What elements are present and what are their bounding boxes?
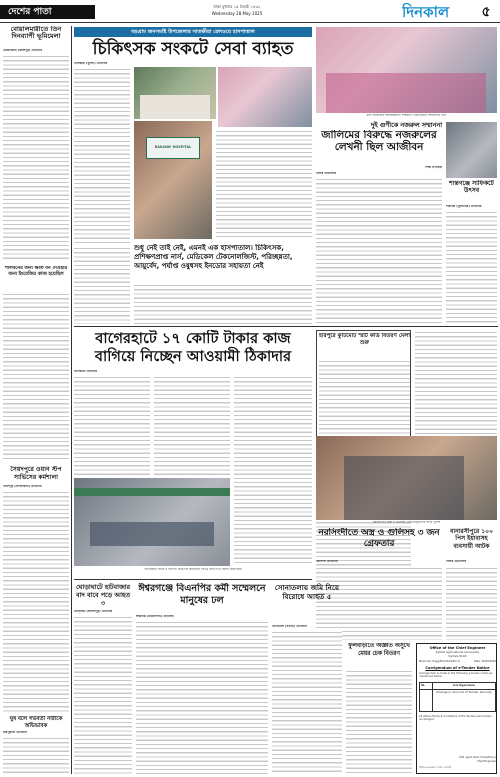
middle-body-2 [154, 375, 230, 475]
middle-box-headline: হরিপুরে কুটিমোট স্মার্ট কার্ড বিতরণ মেলা শুরু [319, 333, 410, 347]
lower-right-headline: নরসিংদীতে অস্ত্র ও গুলিসহ ৩ জন গ্রেফতার [318, 528, 440, 549]
left-story3-headline: সৈয়দপুরে ওয়ান স্টপ সার্ভিসের কর্মশালা [10, 466, 62, 481]
lead-body-bottom [74, 246, 130, 324]
middle-rule [74, 326, 498, 327]
right-top-dateline: নিজস্ব প্রতিবেদক [316, 172, 337, 175]
bottom-story2-body [136, 620, 268, 774]
section-label: দেশের পাতা [0, 5, 95, 19]
tender-notice [416, 643, 497, 774]
lead-body-bottom2 [134, 283, 312, 324]
notice-code: জিডি-৯৯০(৪/৫ সে×২ কলাম) [419, 766, 452, 769]
notice-row1: Change in amount of Tender Security [436, 691, 492, 694]
date-bn: ঢাকা বুধবার ১৫ জ্যৈষ্ঠ ১৪৩২ [213, 4, 261, 9]
bottom-story3-headline: সোনাতলায় জমি নিয়ে বিরোধে আহত ৫ [274, 583, 340, 602]
bottom-story3-body [272, 630, 342, 774]
middle-photo [74, 478, 230, 566]
notice-institution: Sylhet Agricultural University [435, 651, 480, 654]
left-column [3, 26, 69, 774]
right-top-headline: জালিমের বিরুদ্ধে নজরুলের লেখনী ছিল আজীবন [321, 130, 437, 153]
lead-body-col2 [74, 139, 130, 243]
bottom-story2-dateline: ঈশ্বরগঞ্জ (ময়মনসিংহ) প্রতিনিধি [136, 615, 174, 618]
lower-right-side-body [446, 566, 497, 640]
left-story3-body [3, 490, 69, 712]
right-side-photo [446, 122, 497, 178]
hospital-sign-text: RAILWAY HOSPITAL [154, 145, 192, 149]
lead-subhead: শুধু নেই তাই নেই, এমনই এক হাসপাতাল। চিকিৎসক, প্রশিক্ষণপ্রাপ্ত নার্স, মেডিকেল টেকনোলজিস্ট, পরিচ্ছন্নতা, আয়ুর্বেদ, পর্যাপ্ত ওষুধসহ ইনডোর সহায়তা নেই [134, 244, 293, 270]
right-side-dateline: শান্তগঞ্জ (সুনামগঞ্জ) প্রতিনিধি [446, 205, 482, 208]
middle-body-3 [234, 375, 312, 565]
notice-memo: Memo No: Engg/361/24/2025 (ক) [419, 660, 461, 663]
notice-address: Sylhet-3100 [448, 655, 467, 658]
notice-signer-title: Chief Engineer [476, 760, 496, 763]
middle-dateline: বাগেরহাট প্রতিনিধি [74, 370, 98, 373]
left-story4-dateline: জয়পুরহাট প্রতিনিধি [3, 731, 27, 734]
notice-table [419, 682, 496, 712]
notice-col1-header: SL [421, 684, 426, 687]
right-top-kicker: দুই গুণীকে নজরুল সম্মাননা [370, 121, 443, 129]
column-divider-left [71, 26, 72, 774]
bottom-story1-body [74, 615, 132, 774]
lead-photo-sign [134, 121, 212, 239]
right-top-body [316, 177, 442, 324]
right-side-headline: শান্তগঞ্জে সাফিকটে উৎসব [449, 180, 494, 195]
middle-right-body [415, 330, 497, 434]
right-top-byline: শিক্ষা উপদেষ্টা [425, 166, 442, 169]
notice-col2-header: Corrigendum [453, 684, 475, 687]
lower-right-photo [316, 436, 497, 520]
bottom-story4-headline: ফুলবাড়ীতে অজ্ঞাত অসুখে মেয়র চেক বিতরণ [348, 643, 410, 657]
notice-subtitle: Corrigendum is made in the following e-tender notice as mentioned below: [419, 672, 493, 679]
lead-dateline: সাতক্ষীরা (খুলনা) প্রতিনিধি [74, 62, 108, 65]
bottom-story3-dateline: সোনাতলা (বগুড়া) প্রতিনিধি [272, 625, 307, 628]
lead-kicker: বড়গ্রাম জনসমষ্টি উপজেলার সাতক্ষীরা রেলওয়ে হাসপাতাল [74, 27, 312, 37]
left-story4-headline: ঘুষ বলে গর্ভবতী নারীকে অভিভাবক [9, 716, 63, 729]
right-top-photo [316, 27, 497, 113]
left-story4-body [3, 736, 69, 774]
notice-office: Office of the Chief Engineer [429, 646, 486, 650]
left-story2-body [3, 292, 69, 462]
lead-photo-2 [218, 67, 312, 127]
left-story3-dateline: সৈয়দপুর (নীলফামারী) প্রতিনিধি [3, 485, 42, 488]
lower-right-dateline: নরসিংদী প্রতিনিধি [316, 560, 338, 563]
page-number: ৫ [481, 4, 491, 20]
left-story1-dateline: বোয়ালমারী (ফরিদপুর) প্রতিনিধি [3, 49, 43, 52]
lower-right-caption: নরসিংদীতে অস্ত্র ও গুলিসহ গ্রেফতারকৃতদের সাথে পুলিশ [372, 521, 441, 524]
right-side-body [446, 210, 497, 324]
left-story1-headline: বোয়ালমারীতে তিন দিনব্যাপী ভূমিমেলা [10, 26, 62, 41]
notice-title: Corrigendum of e-Tender Notice [425, 666, 490, 670]
notice-footer: All others Terms & Conditions of the Tenders will remain unchanged. [419, 715, 492, 722]
bottom-story2-headline: ঈশ্বরগঞ্জে বিএনপির কর্মী সম্মেলনে মানুষের ঢল [138, 583, 266, 606]
left-story1-body [3, 54, 69, 262]
middle-headline: বাগেরহাটে ১৭ কোটি টাকার কাজ বাগিয়ে নিচ্ছেন আওয়ামী ঠিকাদার [94, 330, 292, 365]
date-en: Wednesday 28 May 2025 [211, 11, 263, 16]
lead-headline: চিকিৎসক সংকটে সেবা ব্যাহত [92, 39, 294, 59]
bottom-rule [74, 579, 312, 580]
middle-box [316, 330, 411, 450]
right-top-caption: কবি নজরুলের জন্মজয়ন্তীতে শিল্পকলা একাডেমিতে আলোচনা সভা [366, 114, 447, 117]
lead-photo-1 [134, 67, 216, 119]
lower-right-side-headline: বানারসীপুরে ১০০ পিস ইয়াবাসহ ব্যবসায়ী আটক [450, 528, 493, 550]
notice-date: Date: 26/05/2025 [473, 660, 496, 663]
lead-body-col1 [74, 67, 130, 137]
masthead [0, 0, 500, 24]
left-story2-headline: শালবনের জন্য ক্ষতি বন দেওয়ার জন্য ইংরেজির কাজ হয়েছিল [4, 266, 68, 277]
middle-caption: বাগেরহাটে সড়ক ও জনপথ বিভাগের কার্যালয়ে দরপত্র জমা দিতে আসা ঠিকাদাররা [144, 568, 242, 571]
bottom-story1-dateline: ঘোড়াঘাট (দিনাজপুর) প্রতিনিধি [74, 610, 113, 613]
notice-signer: (Md. Jayid Alam Chowdhury) [459, 756, 496, 759]
bottom-story1-headline: ঘোড়াঘাটে হাটবাজার বাদ বাবে পড়ে আহত ৩ [75, 583, 131, 607]
lower-right-side-dateline: নিজস্ব প্রতিবেদক [446, 560, 467, 563]
newspaper-logo: দিনকাল [402, 3, 450, 21]
bottom-story4-body [346, 669, 412, 774]
middle-body-1 [74, 375, 150, 475]
masthead-rule [0, 22, 500, 23]
lead-body-col3 [216, 129, 312, 239]
